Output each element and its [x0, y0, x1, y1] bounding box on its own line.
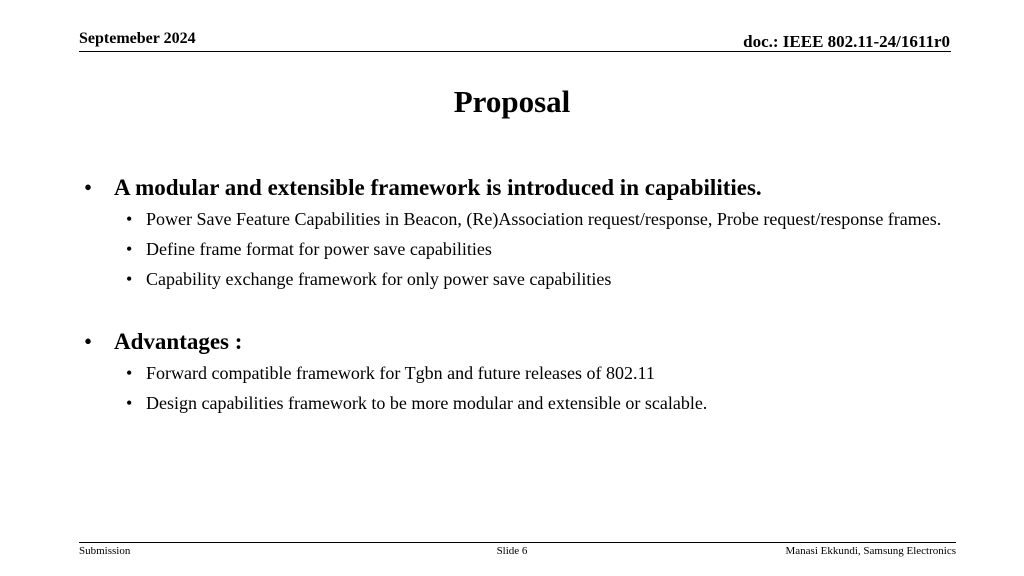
header-doc-id: doc.: IEEE 802.11-24/1611r0 — [743, 32, 950, 51]
bullet-level1 — [84, 174, 944, 202]
bullet-level1 — [84, 328, 944, 356]
bullet-marker: • — [126, 209, 133, 229]
header-date: Septemeber 2024 — [79, 30, 196, 47]
bullet-marker: • — [126, 269, 133, 289]
bullet-text: Design capabilities framework to be more modular and extensible or scalable. — [146, 393, 708, 413]
footer-author: Manasi Ekkundi, Samsung Electronics — [785, 545, 956, 557]
bullet-text: Advantages : — [114, 329, 243, 354]
header-divider — [79, 51, 951, 52]
bullet-level2 — [84, 236, 944, 262]
bullet-text: Forward compatible framework for Tgbn and future releases of 802.11 — [146, 363, 655, 383]
bullet-level2 — [84, 390, 944, 416]
footer-divider — [79, 542, 956, 543]
bullet-marker: • — [126, 393, 133, 413]
bullet-text: Power Save Feature Capabilities in Beacon, (Re)Association request/response, Probe request/response frames. — [146, 209, 942, 229]
bullet-marker: • — [84, 175, 93, 200]
bullet-level2 — [84, 360, 944, 386]
bullet-text: Capability exchange framework for only power save capabilities — [146, 269, 612, 289]
bullet-marker: • — [126, 363, 133, 383]
bullet-list — [84, 174, 944, 416]
footer-slide-number: Slide 6 — [496, 545, 528, 557]
bullet-marker: • — [126, 239, 133, 259]
slide-title: Proposal — [453, 84, 571, 119]
bullet-text: Define frame format for power save capabilities — [146, 239, 492, 259]
bullet-level2 — [84, 206, 944, 232]
bullet-text: A modular and extensible framework is introduced in capabilities. — [114, 175, 762, 200]
bullet-marker: • — [84, 329, 93, 354]
bullet-level2 — [84, 266, 944, 292]
footer-submission: Submission — [79, 545, 131, 557]
